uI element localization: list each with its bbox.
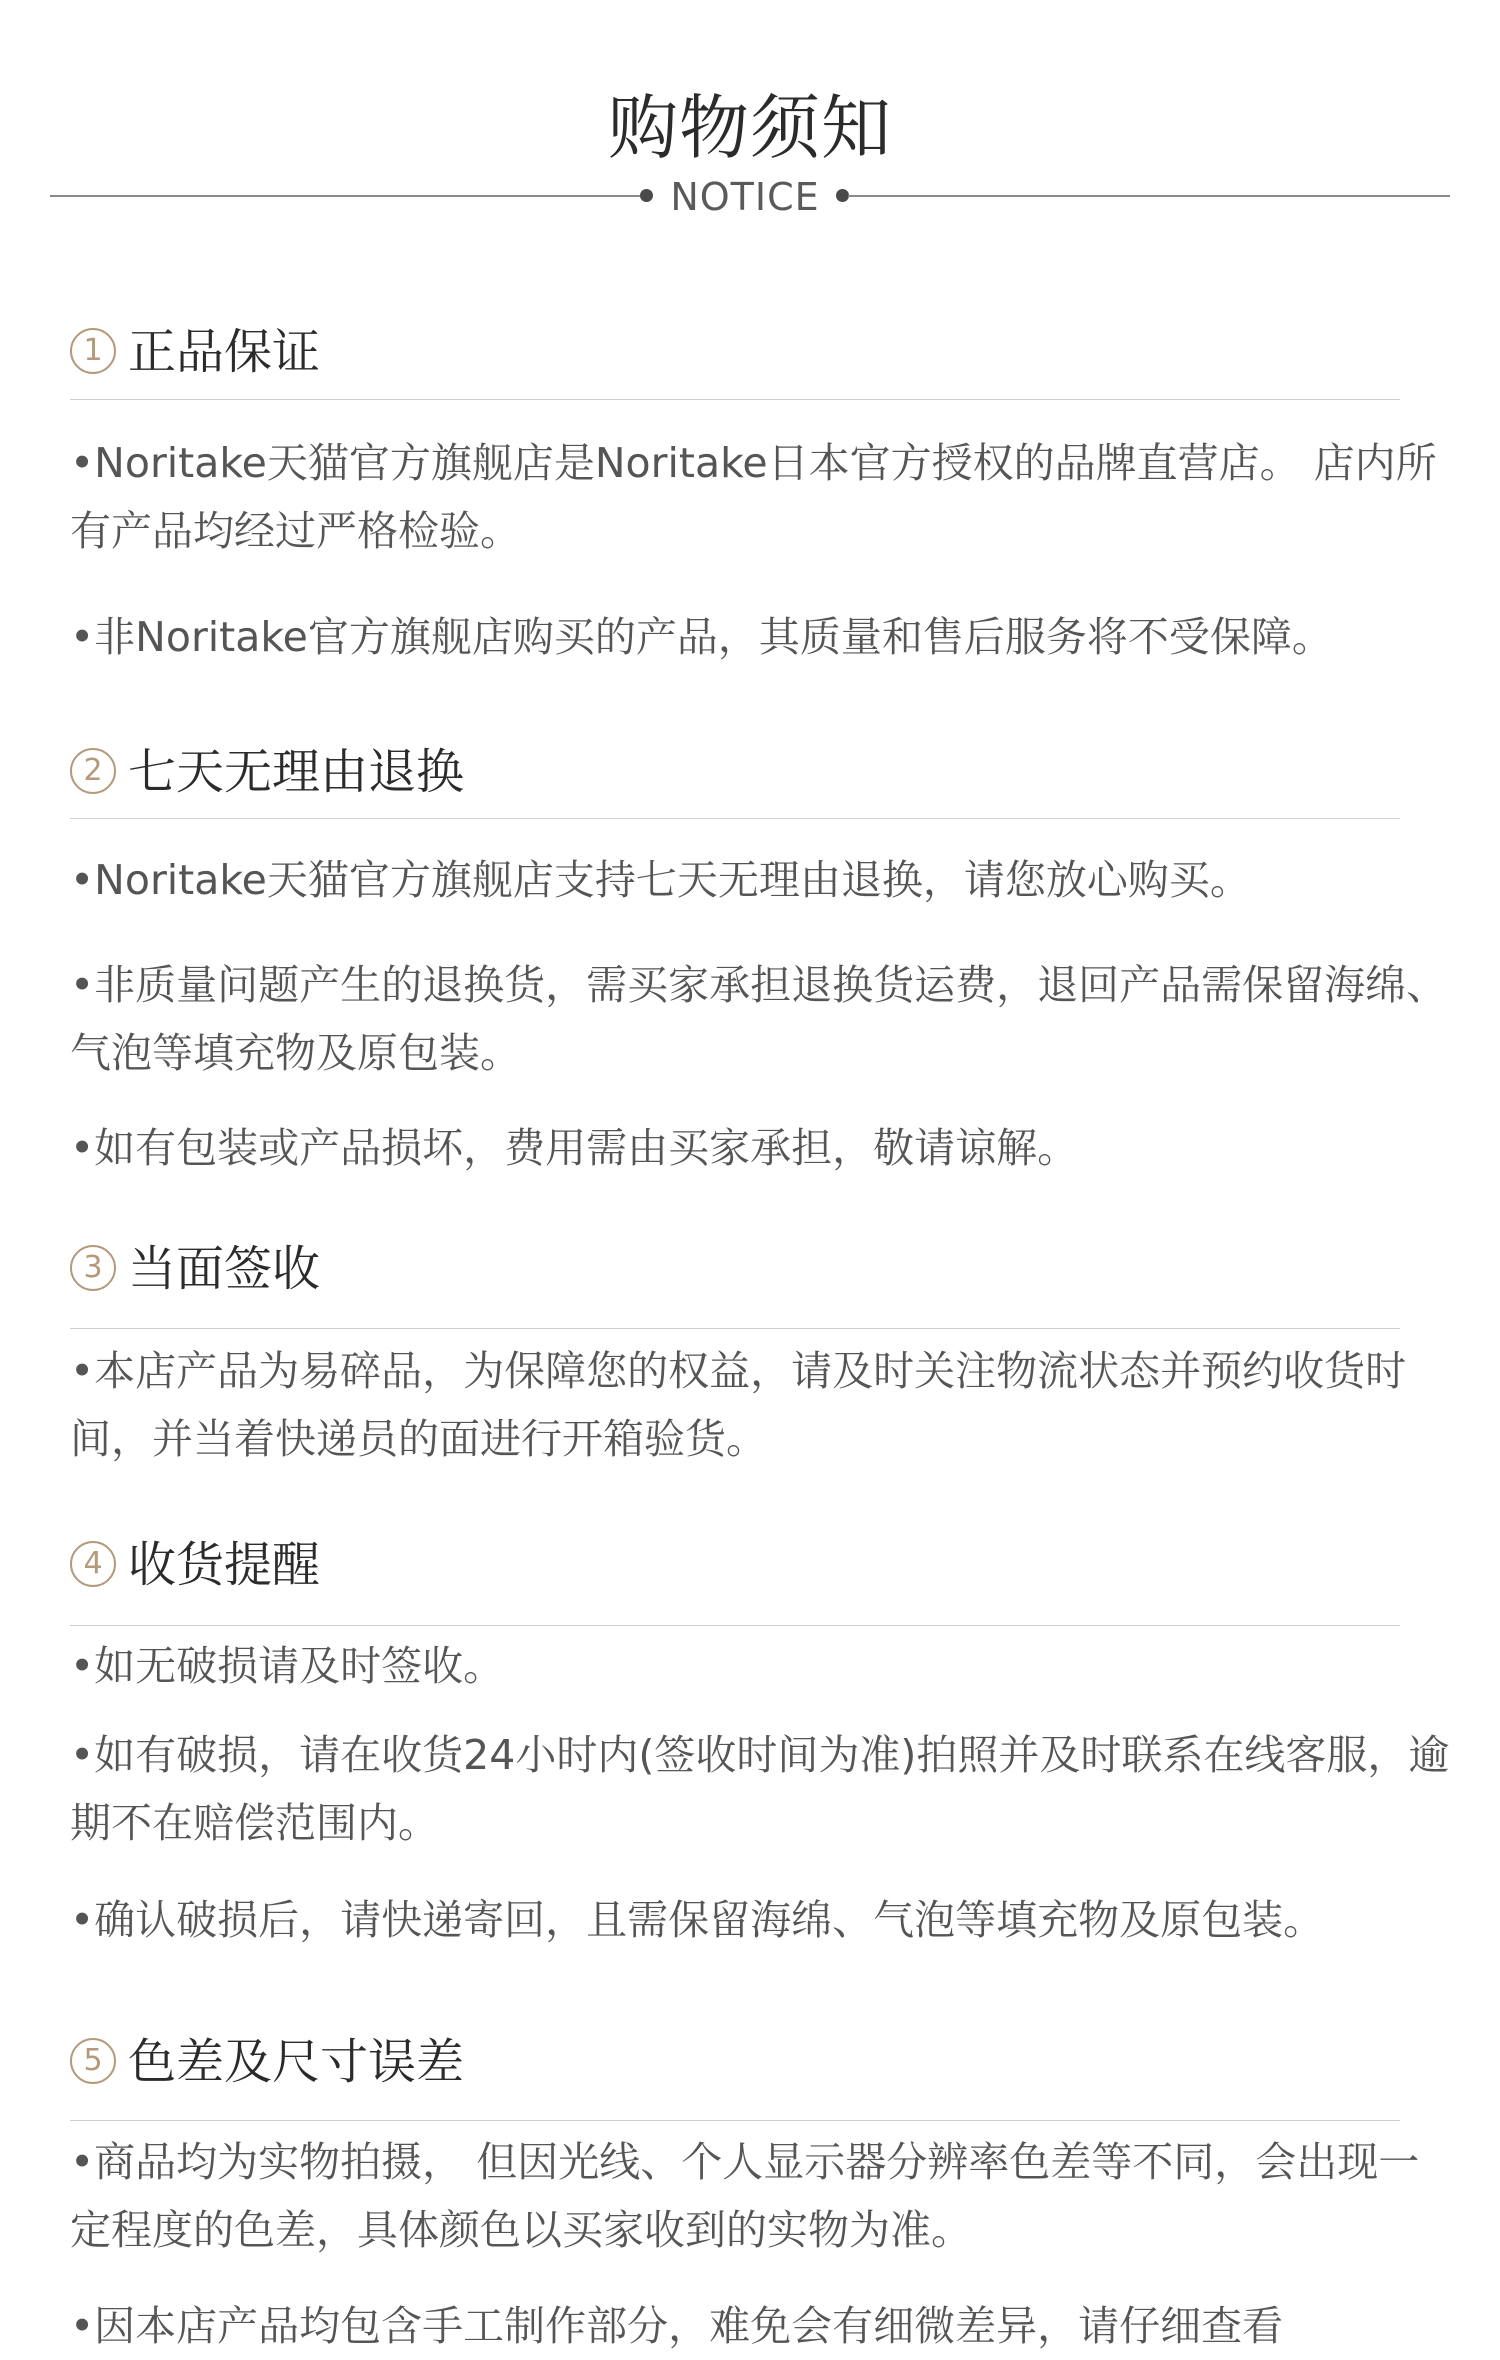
section-title: 收货提醒 <box>128 1537 321 1593</box>
section-divider <box>70 1328 1400 1329</box>
section-paragraph: •本店产品为易碎品，为保障您的权益，请及时关注物流状态并预约收货时间，并当着快递员的面进行开箱验货。 <box>70 1347 1407 1463</box>
section-divider <box>70 1625 1400 1626</box>
page-subtitle: NOTICE <box>670 175 820 219</box>
section-divider <box>70 399 1400 400</box>
section-title: 正品保证 <box>128 324 321 380</box>
section-number-badge: 5 <box>70 2038 116 2084</box>
notice-header <box>0 0 1500 230</box>
section-paragraph: •非质量问题产生的退换货，需买家承担退换货运费，退回产品需保留海绵、气泡等填充物及原包装。 <box>70 961 1448 1077</box>
header-divider-right <box>848 195 1450 197</box>
section-paragraph: •因本店产品均包含手工制作部分，难免会有细微差异，请仔细查看 <box>70 2302 1284 2350</box>
section-title: 七天无理由退换 <box>128 744 465 800</box>
section-number-badge: 2 <box>70 748 116 794</box>
section-title: 色差及尺寸误差 <box>128 2034 465 2090</box>
section-paragraph: •商品均为实物拍摄， 但因光线、个人显示器分辨率色差等不同，会出现一定程度的色差，具体颜色以买家收到的实物为准。 <box>70 2138 1420 2254</box>
section-number-badge: 4 <box>70 1541 116 1587</box>
section-paragraph: •如无破损请及时签收。 <box>70 1642 505 1690</box>
section-divider <box>70 2120 1400 2121</box>
section-paragraph: •确认破损后，请快递寄回，且需保留海绵、气泡等填充物及原包装。 <box>70 1896 1325 1944</box>
header-divider-left <box>50 195 646 197</box>
section-divider <box>70 818 1400 819</box>
section-paragraph: •非Noritake官方旗舰店购买的产品，其质量和售后服务将不受保障。 <box>70 613 1333 661</box>
header-dot-left <box>640 189 653 202</box>
section-number-badge: 1 <box>70 328 116 374</box>
section-paragraph: •如有破损，请在收货24小时内(签收时间为准)拍照并及时联系在线客服，逾期不在赔偿范围内。 <box>70 1731 1450 1847</box>
page-title: 购物须知 <box>608 87 892 169</box>
section-paragraph: •Noritake天猫官方旗舰店支持七天无理由退换，请您放心购买。 <box>70 856 1251 904</box>
section-title: 当面签收 <box>128 1241 321 1297</box>
section-paragraph: •Noritake天猫官方旗舰店是Noritake日本官方授权的品牌直营店。 店内所有产品均经过严格检验。 <box>70 439 1437 555</box>
section-paragraph: •如有包装或产品损坏，费用需由买家承担，敬请谅解。 <box>70 1124 1079 1172</box>
section-number-badge: 3 <box>70 1245 116 1291</box>
